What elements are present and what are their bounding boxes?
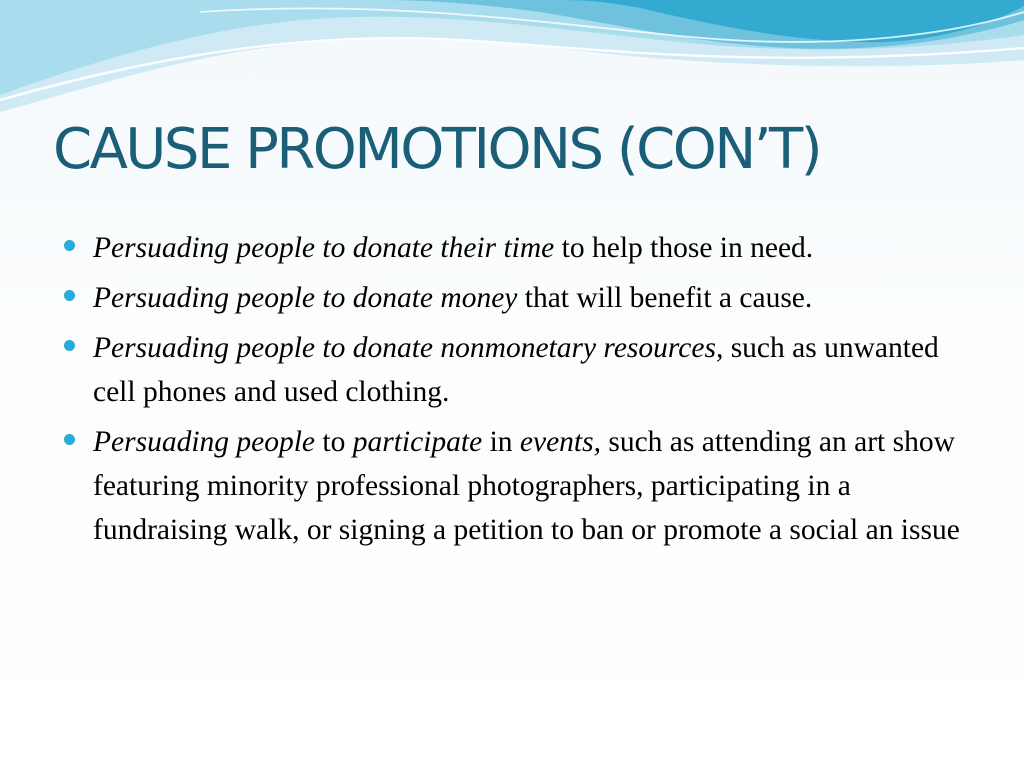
bullet-emphasis-text: participate — [352, 426, 483, 458]
bullet-dot-icon — [64, 434, 75, 445]
bullet-item — [58, 226, 978, 270]
bullet-item — [58, 276, 978, 320]
bullet-emphasis-text: Persuading people — [93, 426, 316, 458]
bullet-dot-icon — [64, 240, 75, 251]
bullet-list — [58, 226, 978, 558]
bullet-item — [58, 326, 978, 414]
bullet-emphasis-text: Persuading people to donate money — [93, 282, 518, 314]
bullet-emphasis-text: events, — [519, 426, 601, 458]
bullet-text: that will benefit a cause. — [517, 282, 813, 314]
bullet-dot-icon — [64, 290, 75, 301]
bullet-emphasis-text: Persuading people to donate nonmonetary resources, — [93, 332, 724, 364]
bullet-text: such as attending an art show featuring minority professional photographers, participating in a fundraising walk, or signing a petition to ban or promote a social an issue — [93, 426, 960, 546]
bullet-text: in — [482, 426, 520, 458]
header-wave-decoration — [0, 0, 1024, 120]
bullet-text: such as unwanted cell phones and used clothing. — [93, 332, 939, 408]
bullet-emphasis-text: Persuading people to donate their time — [93, 232, 555, 264]
slide-title: CAUSE PROMOTIONS (CON’T) — [53, 117, 821, 182]
bullet-text: to — [315, 426, 353, 458]
bullet-text: to help those in need. — [554, 232, 814, 264]
bullet-dot-icon — [64, 340, 75, 351]
bullet-item — [58, 420, 978, 552]
